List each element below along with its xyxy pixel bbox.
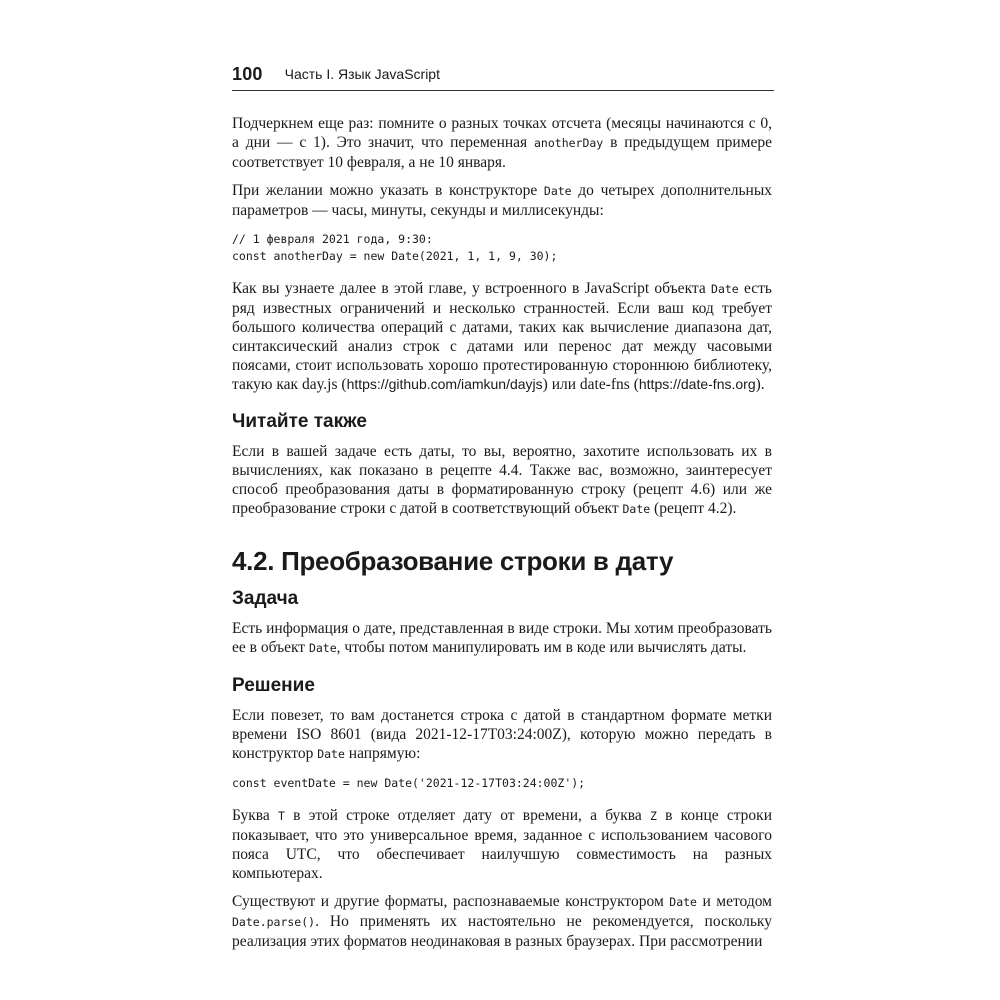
paragraph: При желании можно указать в конструкторе Date до четырех дополнительных параметров — часы, минуты, секунды и миллисекунды: (232, 182, 772, 219)
inline-code: Date (543, 184, 572, 198)
paragraph: Существуют и другие форматы, распознаваемые конструктором Date и методом Date.parse(). Но применять их настоятельно не рекомендуется, поскольку реализация этих форматов неодинаковая в разных браузерах. При рассмотрении (232, 893, 772, 950)
inline-code: T (278, 809, 285, 823)
inline-code: Date (669, 895, 697, 909)
paragraph: Как вы узнаете далее в этой главе, у встроенного в JavaScript объекта Date есть ряд известных ограничений и несколько странностей. Если ваш код требует большого количества операций с датами, таких как вычисление диапазона дат, синтаксический анализ строк с датами или перенос дат между часовыми поясами, стоит использовать хорошо протестированную стороннюю библиотеку, такую как day.js (https://github.com/iamkun/dayjs) или date-fns (https://date-fns.org). (232, 280, 772, 393)
code-block: const eventDate = new Date('2021-12-17T03:24:00Z'); (232, 776, 586, 790)
paragraph: Подчеркнем еще раз: помните о разных точках отсчета (месяцы начинаются с 0, а дни — с 1). Это значит, что переменная anotherDay в предыдущем примере соответствует 10 февраля, а не 10 января. (232, 115, 772, 171)
code-block: // 1 февраля 2021 года, 9:30: const anotherDay = new Date(2021, 1, 1, 9, 30); (232, 232, 558, 263)
paragraph: Если повезет, то вам достанется строка с датой в стандартном формате метки времени ISO 8601 (вида 2021-12-17T03:24:00Z), которую можно передать в конструктор Date напрямую: (232, 707, 772, 762)
section-heading: 4.2. Преобразование строки в дату (232, 546, 674, 576)
paragraph: Есть информация о дате, представленная в виде строки. Мы хотим преобразовать ее в объект Date, чтобы потом манипулировать им в коде или вычислять даты. (232, 620, 772, 656)
inline-code: Date.parse() (232, 915, 316, 929)
url-link[interactable]: https://github.com/iamkun/dayjs (346, 376, 543, 392)
subheading-task: Задача (232, 588, 299, 609)
page-header (232, 58, 774, 91)
inline-code: Date (317, 747, 345, 761)
page-content (232, 114, 772, 960)
inline-code: Z (649, 809, 657, 823)
url-link[interactable]: https://date-fns.org (638, 376, 756, 392)
subheading-see-also: Читайте также (232, 411, 367, 432)
inline-code: Date (622, 502, 651, 516)
running-head: Часть I. Язык JavaScript (284, 66, 440, 82)
subheading-solution: Решение (232, 675, 315, 696)
inline-code: anotherDay (534, 136, 604, 150)
paragraph: Если в вашей задаче есть даты, то вы, вероятно, захотите использовать их в вычислениях, как показано в рецепте 4.4. Также вас, возможно, заинтересует способ преобразования даты в форматированную строку (рецепт 4.6) или же преобразование строки с датой в соответствующий объект Date (рецепт 4.2). (232, 443, 772, 517)
page-number: 100 (232, 63, 263, 84)
inline-code: Date (308, 641, 337, 655)
inline-code: Date (711, 282, 739, 296)
paragraph: Буква T в этой строке отделяет дату от времени, а буква Z в конце строки показывает, что это универсальное время, заданное с использованием часового пояса UTC, что обеспечивает наилучшую совместимость на разных компьютерах. (232, 807, 773, 882)
